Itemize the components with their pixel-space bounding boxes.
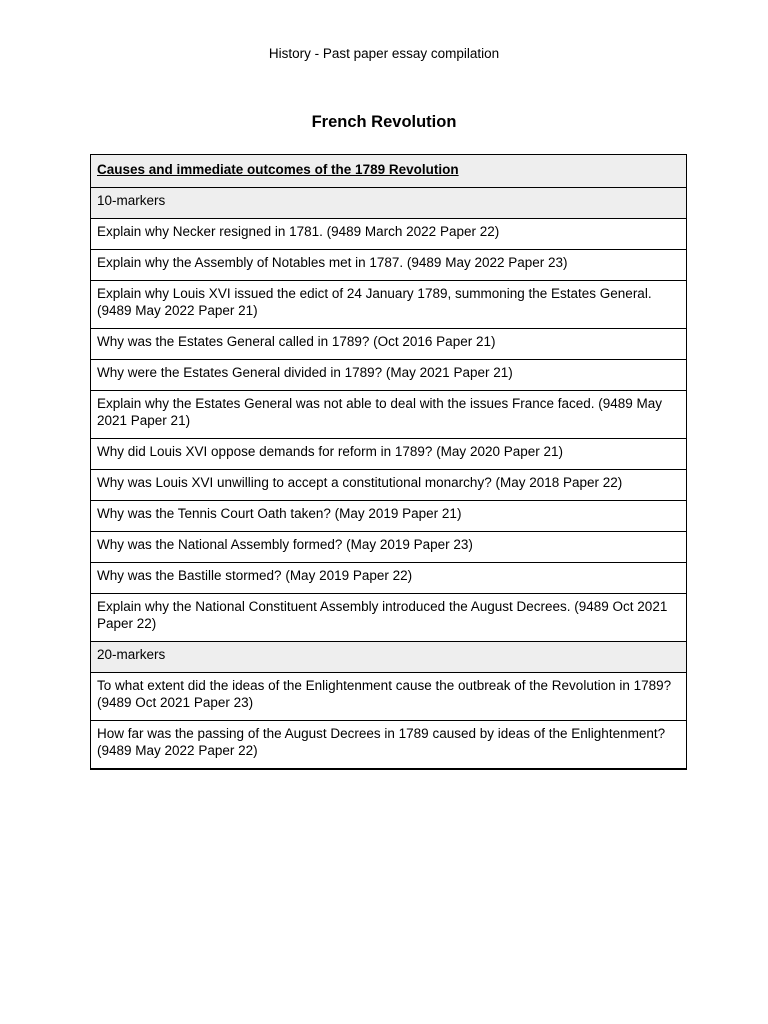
question-cell: Why was the Bastille stormed? (May 2019 Paper 22)	[91, 563, 687, 594]
question-cell: Explain why the Assembly of Notables met in 1787. (9489 May 2022 Paper 23)	[91, 250, 687, 281]
question-cell: Explain why the Estates General was not able to deal with the issues France faced. (9489 May 2021 Paper 21)	[91, 391, 687, 439]
page-title: French Revolution	[311, 113, 457, 131]
question-cell: To what extent did the ideas of the Enlightenment cause the outbreak of the Revolution in 1789? (9489 Oct 2021 Paper 23)	[91, 673, 687, 721]
section-header-row	[91, 188, 687, 219]
question-cell: Why was Louis XVI unwilling to accept a constitutional monarchy? (May 2018 Paper 22)	[91, 470, 687, 501]
table-row	[91, 532, 687, 563]
table-row	[91, 439, 687, 470]
table-row	[91, 594, 687, 642]
table-row	[91, 250, 687, 281]
section-header-row	[91, 642, 687, 673]
document-header: History - Past paper essay compilation	[268, 46, 500, 61]
section-label-10-markers: 10-markers	[91, 188, 687, 219]
question-cell: How far was the passing of the August Decrees in 1789 caused by ideas of the Enlightenment? (9489 May 2022 Paper 22)	[91, 721, 687, 769]
table-row	[91, 721, 687, 769]
table-row	[91, 501, 687, 532]
question-cell: Why was the National Assembly formed? (May 2019 Paper 23)	[91, 532, 687, 563]
question-table	[90, 154, 687, 770]
question-cell: Why was the Estates General called in 1789? (Oct 2016 Paper 21)	[91, 329, 687, 360]
table-row	[91, 281, 687, 329]
table-row	[91, 470, 687, 501]
question-cell: Explain why Louis XVI issued the edict of 24 January 1789, summoning the Estates General. (9489 May 2022 Paper 21)	[91, 281, 687, 329]
question-cell: Explain why the National Constituent Assembly introduced the August Decrees. (9489 Oct 2021 Paper 22)	[91, 594, 687, 642]
table-row	[91, 329, 687, 360]
question-cell: Why were the Estates General divided in 1789? (May 2021 Paper 21)	[91, 360, 687, 391]
table-heading: Causes and immediate outcomes of the 1789 Revolution	[91, 155, 687, 188]
table-heading-row	[91, 155, 687, 188]
question-cell: Why was the Tennis Court Oath taken? (May 2019 Paper 21)	[91, 501, 687, 532]
question-cell: Why did Louis XVI oppose demands for reform in 1789? (May 2020 Paper 21)	[91, 439, 687, 470]
table-row	[91, 563, 687, 594]
section-label-20-markers: 20-markers	[91, 642, 687, 673]
table-row	[91, 219, 687, 250]
table-row	[91, 673, 687, 721]
table-row	[91, 360, 687, 391]
table-row	[91, 391, 687, 439]
question-cell: Explain why Necker resigned in 1781. (9489 March 2022 Paper 22)	[91, 219, 687, 250]
